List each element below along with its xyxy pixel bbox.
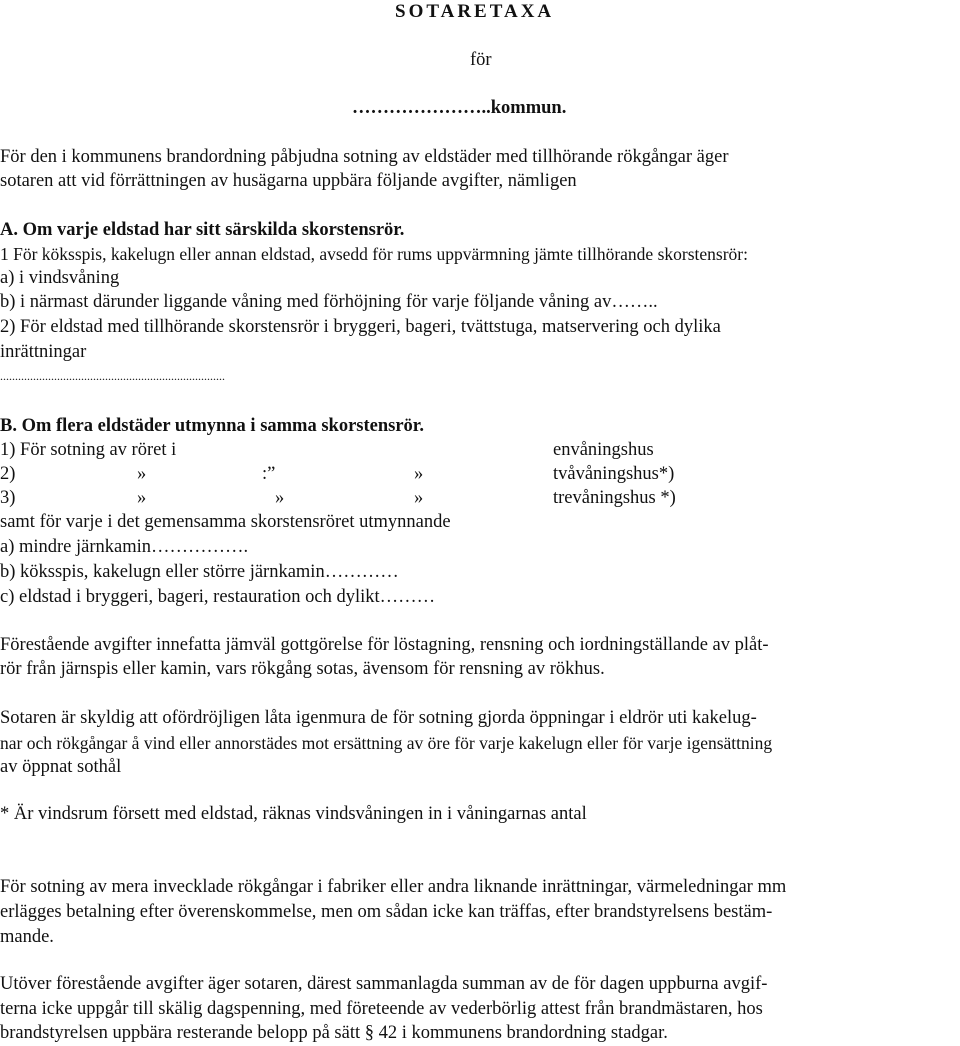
paragraph-2-line-2: nar och rökgångar å vind eller annorstädes mot ersättning av öre för varje kakelugn eller för varje igensättning — [0, 733, 773, 753]
paragraph-4-line-3: brandstyrelsen uppbära resterande belopp på sätt § 42 i kommunens brandordning stadgar. — [0, 1023, 668, 1043]
row-2-ditto-2: :” — [262, 464, 276, 484]
section-a-heading: A. Om varje eldstad har sitt särskilda skorstensrör. — [0, 220, 405, 240]
section-a-line-3: b) i närmast därunder liggande våning med förhöjning för varje följande våning av…….. — [0, 292, 658, 312]
paragraph-3-line-1: För sotning av mera invecklade rökgångar i fabriker eller andra liknande inrättningar, värmeledningar mm — [0, 877, 787, 897]
row-3-ditto-2: » — [275, 488, 285, 508]
paragraph-2-line-3: av öppnat sothål — [0, 757, 122, 777]
paragraph-2-line-1: Sotaren är skyldig att ofördröjligen låta igenmura de för sotning gjorda öppningar i eldrör uti kakelug- — [0, 708, 757, 728]
paragraph-3-line-2: erlägges betalning efter överenskommelse, men om sådan icke kan träffas, efter brandstyrelsens bestäm- — [0, 902, 773, 922]
paragraph-3-line-3: mande. — [0, 927, 54, 947]
section-a-dots: ........................................................................... — [0, 369, 225, 383]
intro-line-1: För den i kommunens brandordning påbjudna sotning av eldstäder med tillhörande rökgångar äger — [0, 147, 729, 167]
section-a-line-4: 2) För eldstad med tillhörande skorstensrör i bryggeri, bageri, tvättstuga, matservering och dylika — [0, 317, 721, 337]
municipality-blank: …………………..kommun. — [352, 98, 567, 118]
paragraph-1-line-1: Förestående avgifter innefatta jämväl gottgörelse för löstagning, rensning och iordningställande av plåt- — [0, 635, 769, 655]
section-a-line-5: inrättningar — [0, 342, 87, 362]
section-b-line-1: samt för varje i det gemensamma skorstensröret utmynnande — [0, 512, 451, 532]
row-3-type: trevåningshus *) — [553, 488, 676, 508]
intro-line-2: sotaren att vid förrättningen av husägarna uppbära följande avgifter, nämligen — [0, 171, 577, 191]
section-b-line-4: c) eldstad i bryggeri, bageri, restauration och dylikt……… — [0, 587, 436, 607]
row-2-ditto-3: » — [414, 464, 424, 484]
section-b-line-3: b) köksspis, kakelugn eller större järnkamin………… — [0, 562, 399, 582]
row-3-ditto-3: » — [414, 488, 424, 508]
row-1-type: envåningshus — [553, 440, 654, 460]
row-1-label: 1) För sotning av röret i — [0, 440, 177, 460]
paragraph-4-line-2: terna icke uppgår till skälig dagspenning, med företeende av vederbörlig attest från brandmästaren, hos — [0, 999, 763, 1019]
subtitle-for: för — [470, 50, 492, 70]
section-a-line-2: a) i vindsvåning — [0, 268, 120, 288]
row-2-number: 2) — [0, 464, 16, 484]
paragraph-4-line-1: Utöver förestående avgifter äger sotaren, därest sammanlagda summan av de för dagen uppburna avgif- — [0, 974, 768, 994]
document-title: SOTARETAXA — [395, 1, 555, 22]
row-3-ditto-1: » — [137, 488, 147, 508]
footnote: * Är vindsrum försett med eldstad, räknas vindsvåningen in i våningarnas antal — [0, 804, 587, 824]
paragraph-1-line-2: rör från järnspis eller kamin, vars rökgång sotas, ävensom för rensning av rökhus. — [0, 659, 605, 679]
section-b-heading: B. Om flera eldstäder utmynna i samma skorstensrör. — [0, 416, 424, 436]
row-3-number: 3) — [0, 488, 16, 508]
row-2-type: tvåvåningshus*) — [553, 464, 675, 484]
section-b-line-2: a) mindre järnkamin……………. — [0, 537, 249, 557]
row-2-ditto-1: » — [137, 464, 147, 484]
section-a-line-1: 1 För köksspis, kakelugn eller annan eldstad, avsedd för rums uppvärmning jämte tillhörande skorstensrör: — [0, 244, 748, 264]
